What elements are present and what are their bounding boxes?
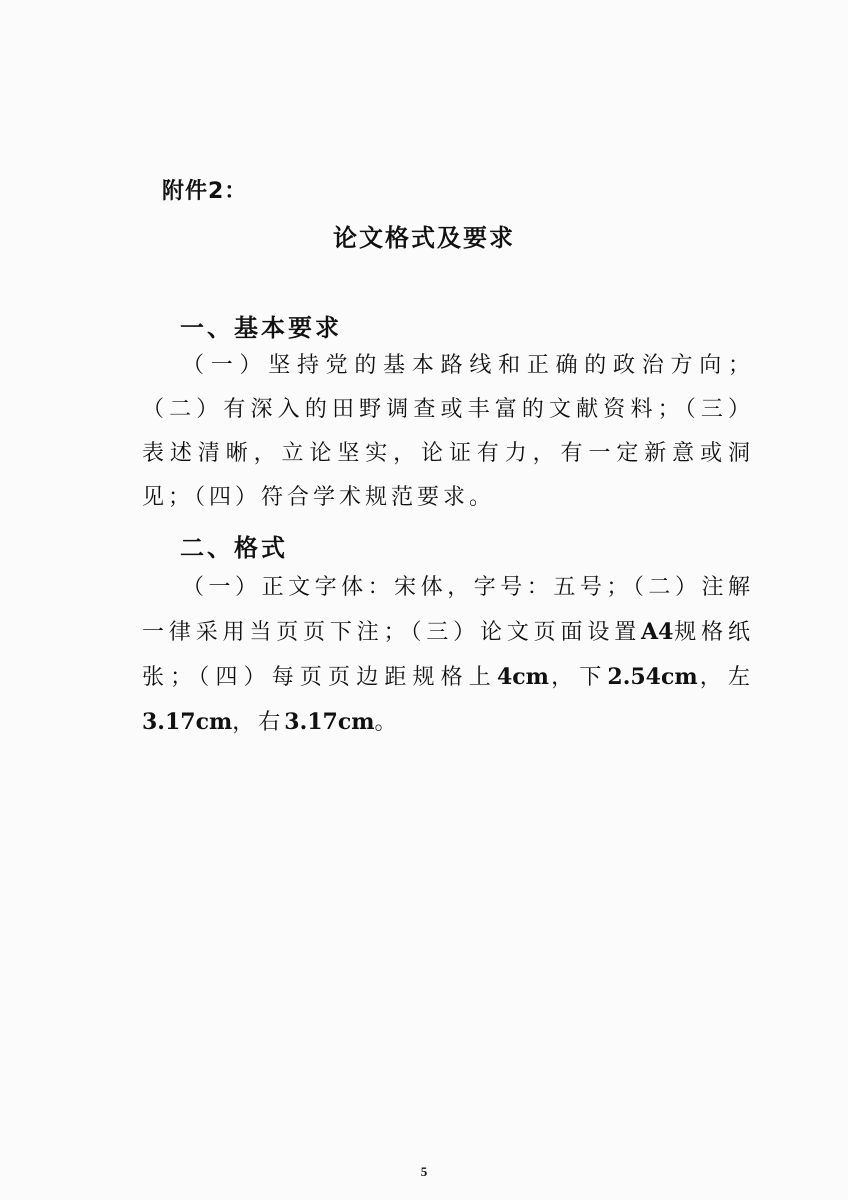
format-text-6: 。 bbox=[374, 710, 401, 735]
format-text-3: ，下 bbox=[548, 665, 608, 690]
page-number: 5 bbox=[420, 1164, 428, 1179]
section-heading-format: 二、格式 bbox=[180, 534, 288, 562]
format-paragraph bbox=[142, 566, 754, 745]
page-title: 论文格式及要求 bbox=[333, 224, 515, 252]
paper-size-value: A4 bbox=[641, 619, 674, 645]
section-heading-basic-requirements: 一、基本要求 bbox=[180, 314, 342, 342]
bottom-margin-value: 2.54cm bbox=[607, 664, 698, 690]
top-margin-value: 4cm bbox=[496, 664, 549, 690]
left-margin-value: 3.17cm bbox=[142, 709, 233, 735]
format-text-4: ，左 bbox=[697, 665, 754, 690]
attachment-label: 附件2： bbox=[162, 179, 248, 204]
format-text-1: （一）正文字体：宋体，字号：五号；（二）注解一律采用当页页下注；（三）论文页面设置 bbox=[142, 575, 754, 645]
format-text-2: 规格纸张；（四）每页页边距规格上 bbox=[142, 620, 754, 690]
format-text-5: ，右 bbox=[232, 710, 285, 735]
right-margin-value: 3.17cm bbox=[284, 709, 375, 735]
basic-requirements-paragraph: （一）坚持党的基本路线和正确的政治方向；（二）有深入的田野调查或丰富的文献资料；（三）表述清晰，立论坚实，论证有力，有一定新意或洞见；（四）符合学术规范要求。 bbox=[142, 353, 754, 510]
